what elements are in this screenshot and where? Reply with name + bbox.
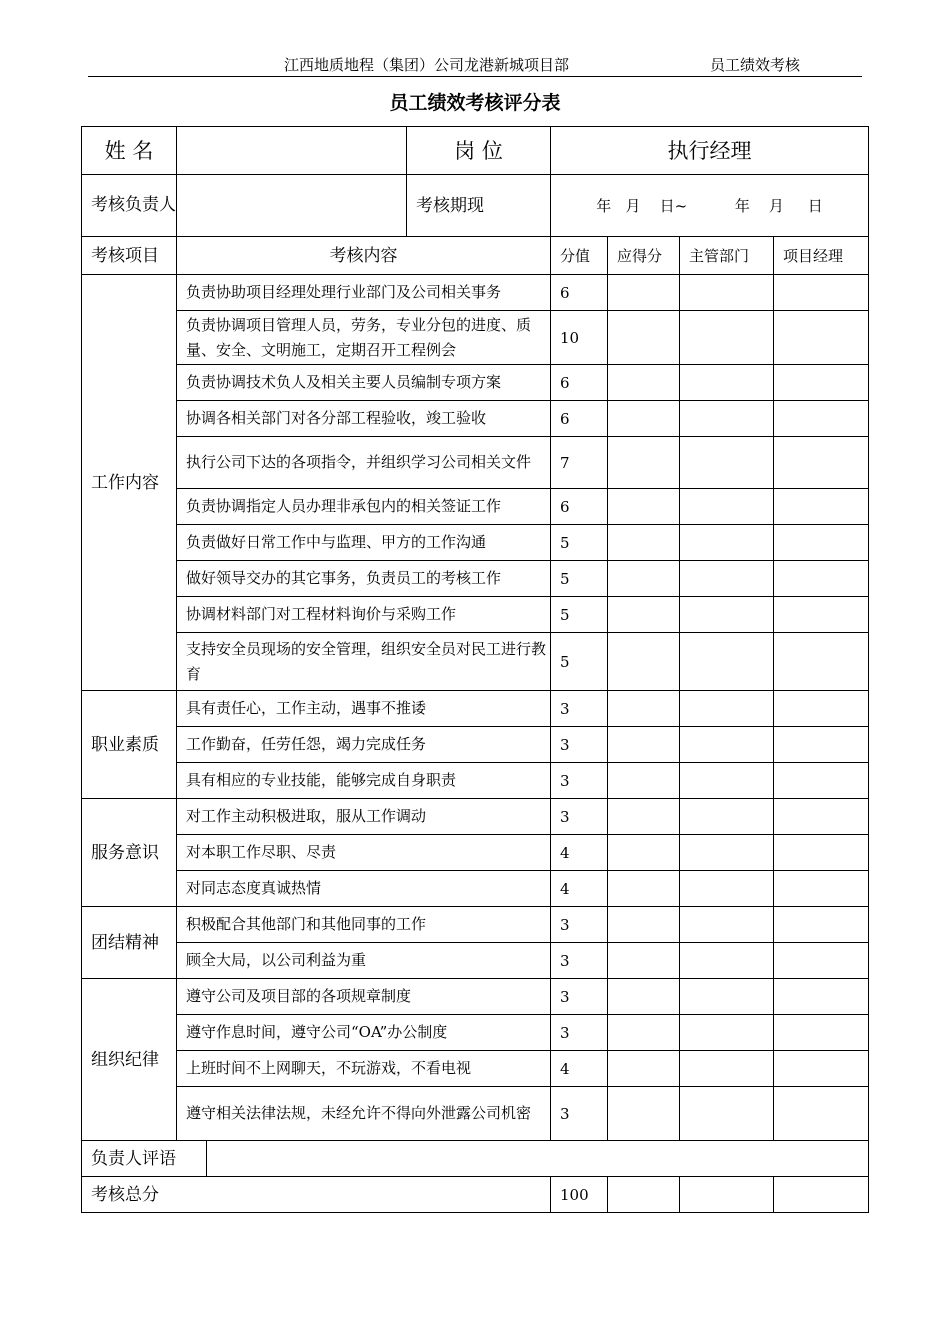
earned-score-cell[interactable] [608, 311, 680, 365]
criterion-text: 负责协调项目管理人员，劳务，专业分包的进度、质量、安全、文明施工，定期召开工程例会 [177, 311, 551, 365]
earned-score-cell[interactable] [608, 799, 680, 835]
col-earned-header: 应得分 [608, 237, 680, 275]
criterion-text: 顾全大局，以公司利益为重 [177, 943, 551, 979]
dept-score-cell[interactable] [680, 943, 774, 979]
dept-score-cell[interactable] [680, 835, 774, 871]
table-row [82, 799, 869, 835]
score-value: 3 [551, 1087, 608, 1141]
pm-score-cell[interactable] [774, 275, 869, 311]
earned-score-cell[interactable] [608, 907, 680, 943]
criterion-text: 协调材料部门对工程材料询价与采购工作 [177, 597, 551, 633]
score-value: 3 [551, 799, 608, 835]
assessor-value[interactable] [177, 175, 407, 237]
earned-score-cell[interactable] [608, 561, 680, 597]
comment-label: 负责人评语 [82, 1141, 207, 1177]
earned-score-cell[interactable] [608, 275, 680, 311]
table-row [82, 727, 869, 763]
pm-score-cell[interactable] [774, 763, 869, 799]
score-value: 3 [551, 979, 608, 1015]
earned-score-cell[interactable] [608, 943, 680, 979]
earned-score-cell[interactable] [608, 691, 680, 727]
total-pm-cell[interactable] [774, 1177, 869, 1213]
table-row [82, 597, 869, 633]
pm-score-cell[interactable] [774, 871, 869, 907]
pm-score-cell[interactable] [774, 799, 869, 835]
pm-score-cell[interactable] [774, 311, 869, 365]
dept-score-cell[interactable] [680, 979, 774, 1015]
category-cell: 职业素质 [82, 691, 177, 799]
table-row [82, 365, 869, 401]
score-value: 4 [551, 871, 608, 907]
form-title: 员工绩效考核评分表 [389, 92, 561, 114]
score-value: 3 [551, 907, 608, 943]
criterion-text: 工作勤奋，任劳任怨，竭力完成任务 [177, 727, 551, 763]
total-score-value: 100 [551, 1177, 608, 1213]
dept-score-cell[interactable] [680, 489, 774, 525]
dept-score-cell[interactable] [680, 871, 774, 907]
earned-score-cell[interactable] [608, 727, 680, 763]
pm-score-cell[interactable] [774, 835, 869, 871]
pm-score-cell[interactable] [774, 1051, 869, 1087]
score-value: 3 [551, 943, 608, 979]
pm-score-cell[interactable] [774, 943, 869, 979]
period-label: 考核期现 [407, 175, 551, 237]
table-row [82, 979, 869, 1015]
table-row [82, 907, 869, 943]
table-row [82, 943, 869, 979]
criterion-text: 遵守公司及项目部的各项规章制度 [177, 979, 551, 1015]
criterion-text: 做好领导交办的其它事务，负责员工的考核工作 [177, 561, 551, 597]
criterion-text: 负责协调指定人员办理非承包内的相关签证工作 [177, 489, 551, 525]
assessor-label: 考核负责人 [82, 175, 177, 237]
table-row [82, 763, 869, 799]
dept-score-cell[interactable] [680, 1051, 774, 1087]
category-cell: 组织纪律 [82, 979, 177, 1141]
earned-score-cell[interactable] [608, 437, 680, 489]
pm-score-cell[interactable] [774, 691, 869, 727]
dept-score-cell[interactable] [680, 1087, 774, 1141]
criterion-text: 负责做好日常工作中与监理、甲方的工作沟通 [177, 525, 551, 561]
earned-score-cell[interactable] [608, 871, 680, 907]
criterion-text: 对同志态度真诚热情 [177, 871, 551, 907]
criterion-text: 遵守相关法律法规，未经允许不得向外泄露公司机密 [177, 1087, 551, 1141]
score-value: 7 [551, 437, 608, 489]
table-row [82, 489, 869, 525]
earned-score-cell[interactable] [608, 489, 680, 525]
table-row [82, 1015, 869, 1051]
criterion-text: 积极配合其他部门和其他同事的工作 [177, 907, 551, 943]
category-cell: 团结精神 [82, 907, 177, 979]
dept-score-cell[interactable] [680, 763, 774, 799]
table-row [82, 691, 869, 727]
dept-score-cell[interactable] [680, 437, 774, 489]
pm-score-cell[interactable] [774, 597, 869, 633]
score-value: 4 [551, 835, 608, 871]
criterion-text: 对本职工作尽职、尽责 [177, 835, 551, 871]
total-earned-cell[interactable] [608, 1177, 680, 1213]
dept-score-cell[interactable] [680, 907, 774, 943]
earned-score-cell[interactable] [608, 1087, 680, 1141]
dept-score-cell[interactable] [680, 727, 774, 763]
evaluation-table [81, 126, 869, 1213]
comment-row [82, 1141, 869, 1177]
score-value: 3 [551, 763, 608, 799]
total-row [82, 1177, 869, 1213]
col-content-header: 考核内容 [177, 237, 551, 275]
document-type: 员工绩效考核 [710, 56, 801, 74]
page-header [88, 50, 862, 77]
pm-score-cell[interactable] [774, 633, 869, 691]
pm-score-cell[interactable] [774, 489, 869, 525]
criterion-text: 负责协调技术负人及相关主要人员编制专项方案 [177, 365, 551, 401]
score-value: 5 [551, 597, 608, 633]
name-value[interactable] [177, 127, 407, 175]
score-value: 3 [551, 727, 608, 763]
col-dept-header: 主管部门 [680, 237, 774, 275]
dept-score-cell[interactable] [680, 633, 774, 691]
total-dept-cell[interactable] [680, 1177, 774, 1213]
pm-score-cell[interactable] [774, 561, 869, 597]
earned-score-cell[interactable] [608, 401, 680, 437]
period-value[interactable]: 年 月 日~ 年 月 日 [551, 175, 869, 237]
assessor-row [82, 175, 869, 237]
earned-score-cell[interactable] [608, 1051, 680, 1087]
score-value: 5 [551, 561, 608, 597]
table-row [82, 633, 869, 691]
dept-score-cell[interactable] [680, 401, 774, 437]
dept-score-cell[interactable] [680, 597, 774, 633]
table-row [82, 1051, 869, 1087]
score-value: 6 [551, 401, 608, 437]
earned-score-cell[interactable] [608, 835, 680, 871]
earned-score-cell[interactable] [608, 979, 680, 1015]
criterion-text: 具有责任心，工作主动，遇事不推诿 [177, 691, 551, 727]
name-row [82, 127, 869, 175]
earned-score-cell[interactable] [608, 365, 680, 401]
table-row [82, 871, 869, 907]
dept-score-cell[interactable] [680, 799, 774, 835]
criterion-text: 对工作主动积极进取，服从工作调动 [177, 799, 551, 835]
pm-score-cell[interactable] [774, 401, 869, 437]
earned-score-cell[interactable] [608, 763, 680, 799]
table-row [82, 1087, 869, 1141]
col-score-header: 分值 [551, 237, 608, 275]
category-cell: 工作内容 [82, 275, 177, 691]
pm-score-cell[interactable] [774, 1015, 869, 1051]
earned-score-cell[interactable] [608, 525, 680, 561]
dept-score-cell[interactable] [680, 691, 774, 727]
name-label: 姓 名 [82, 127, 177, 175]
table-row [82, 401, 869, 437]
score-value: 10 [551, 311, 608, 365]
pm-score-cell[interactable] [774, 727, 869, 763]
score-value: 6 [551, 489, 608, 525]
table-row [82, 835, 869, 871]
earned-score-cell[interactable] [608, 633, 680, 691]
dept-score-cell[interactable] [680, 365, 774, 401]
pm-score-cell[interactable] [774, 907, 869, 943]
pm-score-cell[interactable] [774, 365, 869, 401]
table-row [82, 525, 869, 561]
criterion-text: 负责协助项目经理处理行业部门及公司相关事务 [177, 275, 551, 311]
score-value: 3 [551, 1015, 608, 1051]
pm-score-cell[interactable] [774, 525, 869, 561]
score-value: 5 [551, 633, 608, 691]
pm-score-cell[interactable] [774, 437, 869, 489]
table-row [82, 437, 869, 489]
position-value[interactable]: 执行经理 [551, 127, 869, 175]
score-value: 5 [551, 525, 608, 561]
dept-score-cell[interactable] [680, 525, 774, 561]
criterion-text: 执行公司下达的各项指令，并组织学习公司相关文件 [177, 437, 551, 489]
table-row [82, 561, 869, 597]
table-row [82, 275, 869, 311]
pm-score-cell[interactable] [774, 979, 869, 1015]
col-item-header: 考核项目 [82, 237, 177, 275]
col-pm-header: 项目经理 [774, 237, 869, 275]
dept-score-cell[interactable] [680, 561, 774, 597]
dept-score-cell[interactable] [680, 275, 774, 311]
criterion-text: 上班时间不上网聊天，不玩游戏，不看电视 [177, 1051, 551, 1087]
score-value: 6 [551, 275, 608, 311]
dept-score-cell[interactable] [680, 311, 774, 365]
earned-score-cell[interactable] [608, 597, 680, 633]
category-cell: 服务意识 [82, 799, 177, 907]
total-label: 考核总分 [82, 1177, 551, 1213]
score-value: 3 [551, 691, 608, 727]
criterion-text: 遵守作息时间，遵守公司“OA”办公制度 [177, 1015, 551, 1051]
table-row [82, 311, 869, 365]
score-value: 4 [551, 1051, 608, 1087]
position-label: 岗 位 [407, 127, 551, 175]
criterion-text: 具有相应的专业技能，能够完成自身职责 [177, 763, 551, 799]
score-value: 6 [551, 365, 608, 401]
pm-score-cell[interactable] [774, 1087, 869, 1141]
criterion-text: 支持安全员现场的安全管理，组织安全员对民工进行教育 [177, 633, 551, 691]
criterion-text: 协调各相关部门对各分部工程验收，竣工验收 [177, 401, 551, 437]
column-header-row [82, 237, 869, 275]
earned-score-cell[interactable] [608, 1015, 680, 1051]
dept-score-cell[interactable] [680, 1015, 774, 1051]
comment-field[interactable] [207, 1141, 869, 1177]
organization-name: 江西地质地程（集团）公司龙港新城项目部 [284, 56, 570, 74]
